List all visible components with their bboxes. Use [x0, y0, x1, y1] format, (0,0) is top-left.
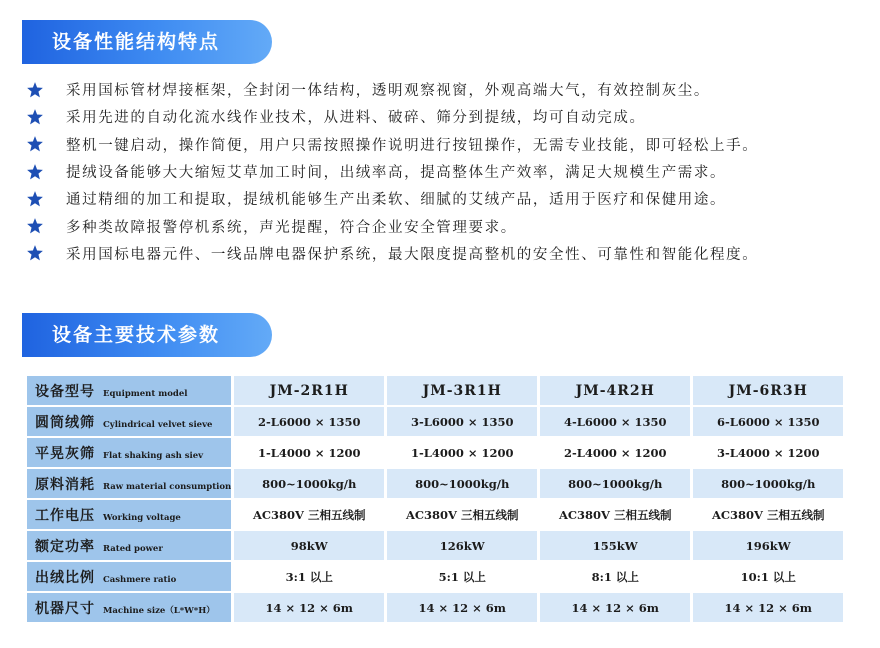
table-cell: 800~1000kg/h [387, 469, 537, 498]
table-cell: 14 × 12 × 6m [693, 593, 843, 622]
row-header-cn: 出绒比例 [35, 569, 95, 586]
table-cell: 155kW [540, 531, 690, 560]
row-header-cn: 圆筒绒筛 [35, 414, 95, 431]
row-header [27, 593, 231, 622]
row-header-en: Cashmere ratio [103, 574, 177, 585]
feature-text: 采用国标管材焊接框架，全封闭一体结构，透明观察视窗，外观高端大气，有效控制灰尘。 [66, 83, 710, 100]
table-row [27, 500, 843, 529]
row-header [27, 376, 231, 405]
row-header [27, 407, 231, 436]
table-cell: 14 × 12 × 6m [234, 593, 384, 622]
feature-text: 通过精细的加工和提取，提绒机能够生产出柔软、细腻的艾绒产品，适用于医疗和保健用途。 [66, 192, 727, 209]
table-cell: 800~1000kg/h [693, 469, 843, 498]
table-cell: 3-L6000 × 1350 [387, 407, 537, 436]
table-cell: AC380V 三相五线制 [540, 500, 690, 529]
table-cell: 4-L6000 × 1350 [540, 407, 690, 436]
table-row [27, 469, 843, 498]
row-header-cn: 设备型号 [35, 383, 95, 400]
row-header-cn: 机器尺寸 [35, 600, 95, 617]
row-header-cn: 工作电压 [35, 507, 95, 524]
feature-item [24, 185, 758, 212]
feature-text: 采用国标电器元件、一线品牌电器保护系统，最大限度提高整机的安全性、可靠性和智能化程度。 [66, 246, 759, 263]
row-header [27, 562, 231, 591]
feature-list [24, 76, 758, 267]
table-row [27, 593, 843, 622]
table-cell: AC380V 三相五线制 [234, 500, 384, 529]
row-header [27, 469, 231, 498]
table-cell: 2-L4000 × 1200 [540, 438, 690, 467]
table-cell: 14 × 12 × 6m [387, 593, 537, 622]
star-icon [24, 80, 46, 100]
table-row [27, 407, 843, 436]
table-row [27, 562, 843, 591]
row-header-en: Flat shaking ash siev [103, 450, 204, 461]
table-cell: 5:1 以上 [387, 562, 537, 591]
table-cell: 1-L4000 × 1200 [234, 438, 384, 467]
feature-text: 提绒设备能够大大缩短艾草加工时间，出绒率高，提高整体生产效率，满足大规模生产需求。 [66, 165, 727, 182]
table-cell: AC380V 三相五线制 [693, 500, 843, 529]
feature-item [24, 103, 758, 130]
row-header [27, 531, 231, 560]
row-header-en: Machine size（L*W*H） [103, 605, 215, 616]
row-header [27, 500, 231, 529]
table-cell: 98kW [234, 531, 384, 560]
feature-text: 整机一键启动，操作简便，用户只需按照操作说明进行按钮操作，无需专业技能，即可轻松上手。 [66, 137, 759, 154]
table-cell: 800~1000kg/h [234, 469, 384, 498]
star-icon [24, 107, 46, 127]
spec-table [24, 374, 846, 624]
table-cell: 8:1 以上 [540, 562, 690, 591]
row-header-en: Equipment model [103, 388, 188, 399]
star-icon [24, 134, 46, 154]
table-cell: 6-L6000 × 1350 [693, 407, 843, 436]
table-row [27, 531, 843, 560]
row-header-en: Raw material consumption [103, 481, 232, 492]
row-header-cn: 原料消耗 [35, 476, 95, 493]
table-cell: JM-3R1H [387, 376, 537, 405]
star-icon [24, 216, 46, 236]
feature-item [24, 158, 758, 185]
row-header-cn: 额定功率 [35, 538, 95, 555]
table-cell: 10:1 以上 [693, 562, 843, 591]
row-header [27, 438, 231, 467]
table-cell: JM-4R2H [540, 376, 690, 405]
feature-item [24, 212, 758, 239]
section-title-features: 设备性能结构特点 [22, 20, 272, 64]
table-cell: 14 × 12 × 6m [540, 593, 690, 622]
section-title-specs: 设备主要技术参数 [22, 313, 272, 357]
feature-text: 采用先进的自动化流水线作业技术，从进料、破碎、筛分到提绒，均可自动完成。 [66, 110, 646, 127]
table-cell: AC380V 三相五线制 [387, 500, 537, 529]
feature-text: 多种类故障报警停机系统，声光提醒，符合企业安全管理要求。 [66, 219, 517, 236]
table-cell: 3-L4000 × 1200 [693, 438, 843, 467]
feature-item [24, 131, 758, 158]
table-cell: 1-L4000 × 1200 [387, 438, 537, 467]
star-icon [24, 243, 46, 263]
row-header-cn: 平晃灰筛 [35, 445, 95, 462]
table-row [27, 376, 843, 405]
table-cell: 800~1000kg/h [540, 469, 690, 498]
table-cell: JM-6R3H [693, 376, 843, 405]
row-header-en: Cylindrical velvet sieve [103, 419, 213, 430]
table-cell: JM-2R1H [234, 376, 384, 405]
table-cell: 126kW [387, 531, 537, 560]
table-cell: 2-L6000 × 1350 [234, 407, 384, 436]
table-row [27, 438, 843, 467]
feature-item [24, 240, 758, 267]
feature-item [24, 76, 758, 103]
table-cell: 3:1 以上 [234, 562, 384, 591]
star-icon [24, 162, 46, 182]
row-header-en: Rated power [103, 543, 163, 554]
row-header-en: Working voltage [103, 512, 181, 523]
star-icon [24, 189, 46, 209]
table-cell: 196kW [693, 531, 843, 560]
